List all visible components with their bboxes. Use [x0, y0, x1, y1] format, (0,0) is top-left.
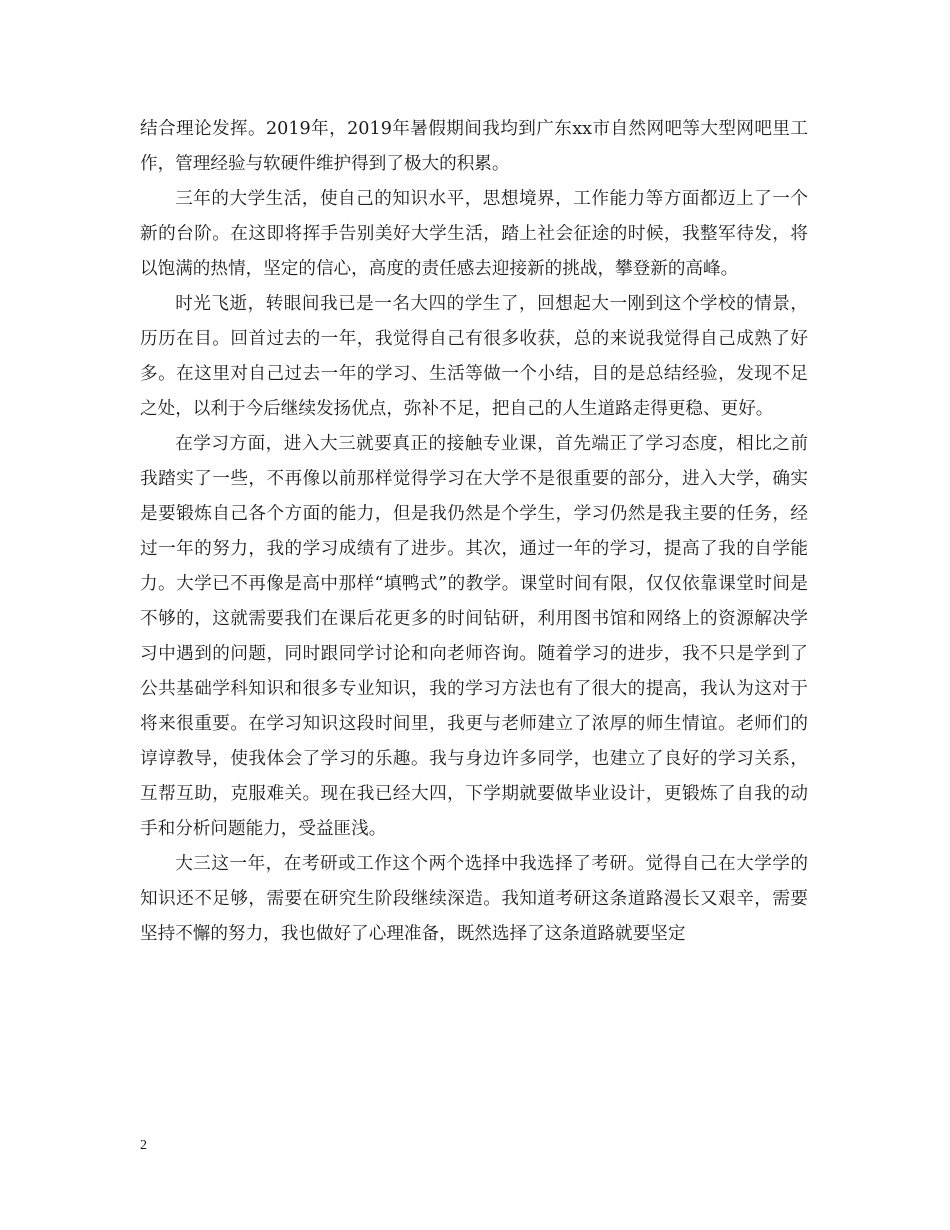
document-body [140, 112, 808, 952]
paragraph-exam-choice: 大三这一年，在考研或工作这个两个选择中我选择了考研。觉得自己在大学学的知识还不足够，需要在研究生阶段继续深造。我知道考研这条道路漫长又艰辛，需要坚持不懈的努力，我也做好了心理准备，既然选择了这条道路就要坚定 [140, 854, 808, 944]
paragraph-continuation: 结合理论发挥。2019年，2019年暑假期间我均到广东xx市自然网吧等大型网吧里工作，管理经验与软硬件维护得到了极大的积累。 [140, 119, 808, 174]
paragraph-three-years: 三年的大学生活，使自己的知识水平，思想境界，工作能力等方面都迈上了一个新的台阶。在这即将挥手告别美好大学生活，踏上社会征途的时候，我整军待发，将以饱满的热情，坚定的信心，高度的责任感去迎接新的挑战，攀登新的高峰。 [140, 189, 808, 279]
page-number: 2 [140, 1138, 147, 1153]
paragraph-study: 在学习方面，进入大三就要真正的接触专业课，首先端正了学习态度，相比之前我踏实了一些，不再像以前那样觉得学习在大学不是很重要的部分，进入大学，确实是要锻炼自己各个方面的能力，但是我仍然是个学生，学习仍然是我主要的任务，经过一年的努力，我的学习成绩有了进步。其次，通过一年的学习，提高了我的自学能力。大学已不再像是高中那样“填鸭式”的教学。课堂时间有限，仅仅依靠课堂时间是不够的，这就需要我们在课后花更多的时间钻研，利用图书馆和网络上的资源解决学习中遇到的问题，同时跟同学讨论和向老师咨询。随着学习的进步，我不只是学到了公共基础学科知识和很多专业知识，我的学习方法也有了很大的提高，我认为这对于将来很重要。在学习知识这段时间里，我更与老师建立了浓厚的师生情谊。老师们的谆谆教导，使我体会了学习的乐趣。我与身边许多同学，也建立了良好的学习关系，互帮互助，克服难关。现在我已经大四，下学期就要做毕业设计，更锻炼了自我的动手和分析问题能力，受益匪浅。 [140, 434, 808, 839]
paragraph-time-flies: 时光飞逝，转眼间我已是一名大四的学生了，回想起大一刚到这个学校的情景，历历在目。回首过去的一年，我觉得自己有很多收获，总的来说我觉得自己成熟了好多。在这里对自己过去一年的学习、生活等做一个小结，目的是总结经验，发现不足之处，以利于今后继续发扬优点，弥补不足，把自己的人生道路走得更稳、更好。 [140, 294, 808, 419]
